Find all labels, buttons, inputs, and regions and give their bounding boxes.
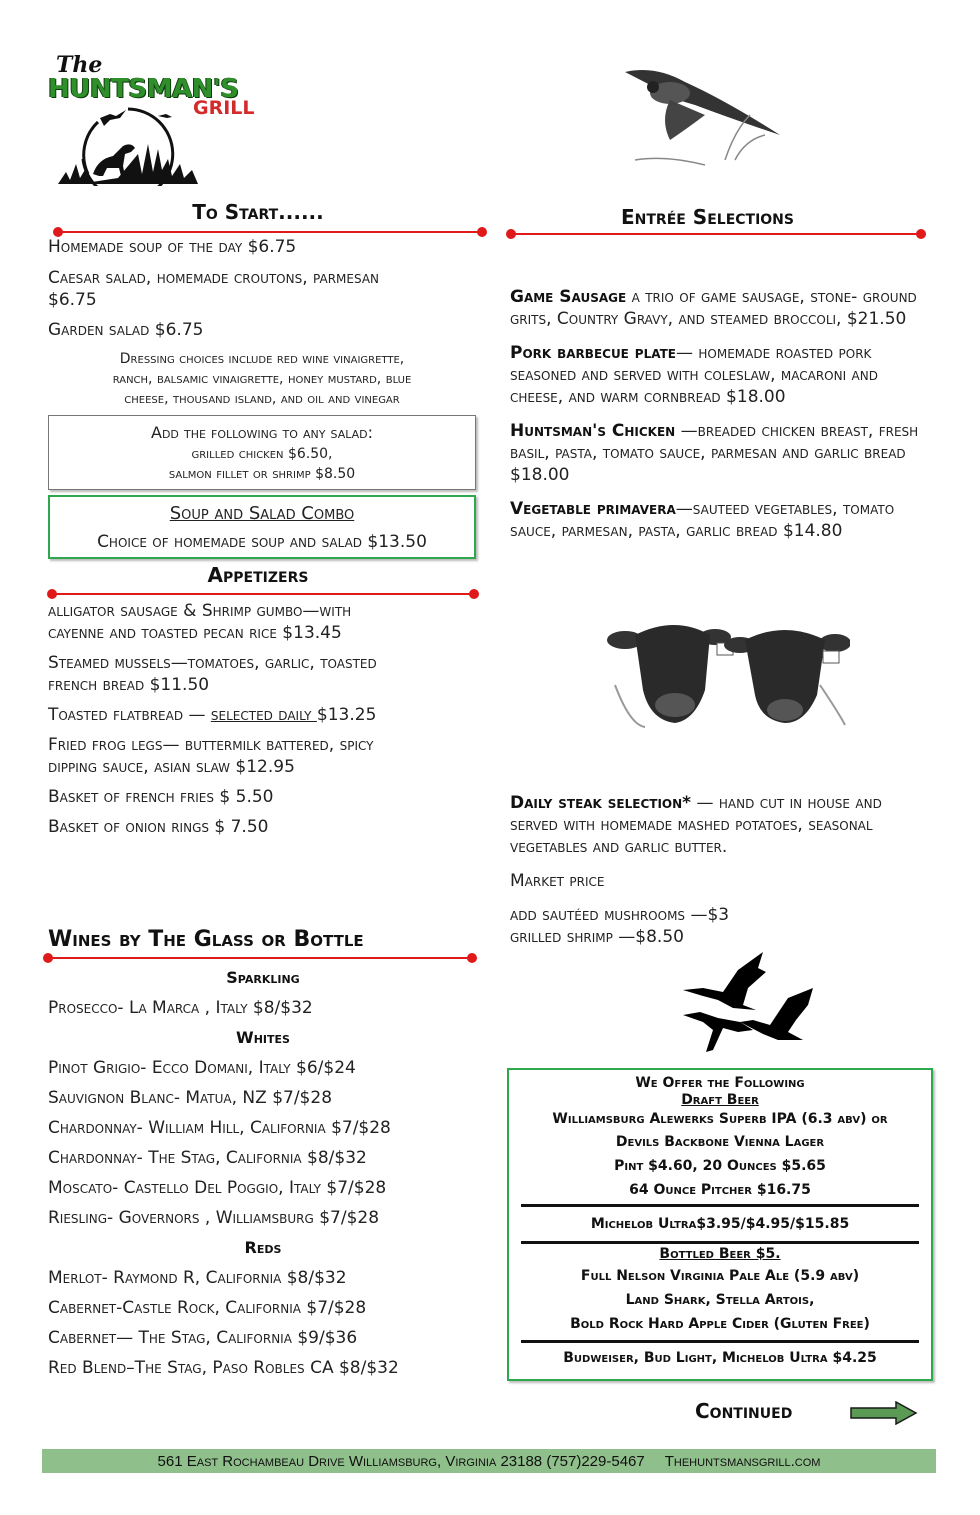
wine-item: Chardonnay- William Hill, California $7/$28	[48, 1118, 391, 1138]
bottled-beer-line: Land Shark, Stella Artois,	[625, 1292, 815, 1308]
draft-beer-line: 64 Ounce Pitcher $16.75	[629, 1182, 811, 1198]
entrees-rule	[511, 233, 921, 235]
wines-title: Wines by The Glass or Bottle	[48, 927, 364, 952]
combo-text: Choice of homemade soup and salad $13.50	[97, 532, 427, 552]
footer-address: 561 East Rochambeau Drive Williamsburg, Virginia 23188 (757)229-5467	[157, 1452, 645, 1470]
market-price: Market price	[510, 871, 605, 891]
appetizers-title: Appetizers	[207, 563, 309, 587]
beer-box	[507, 1068, 933, 1381]
beer-header: We Offer the Following	[635, 1075, 805, 1091]
appetizer-onion-rings: Basket of onion rings $ 7.50	[48, 817, 269, 837]
wine-item: Riesling- Governors , Williamsburg $7/$28	[48, 1208, 380, 1228]
wine-item: Red Blend–The Stag, Paso Robles CA $8/$32	[48, 1358, 399, 1378]
to-start-rule	[58, 231, 482, 233]
entree-pork-barbecue: Pork barbecue plate— homemade roasted pork seasoned and served with coleslaw, macaroni and cheese, and warm cornbread $18.00	[510, 343, 878, 407]
wine-category-whites: Whites	[236, 1028, 290, 1047]
steak-section	[510, 792, 935, 948]
arrow-right-icon[interactable]	[850, 1401, 918, 1425]
combo-title: Soup and Salad Combo	[169, 503, 355, 524]
entrees-title: Entrée Selections	[621, 205, 794, 229]
entree-game-sausage: Game Sausage a trio of game sausage, stone- ground grits, Country Gravy, and steamed broccoli, $21.50	[510, 287, 917, 329]
appetizer-list	[48, 600, 488, 838]
entree-list	[510, 286, 935, 542]
wine-item: Cabernet-Castle Rock, California $7/$28	[48, 1298, 367, 1318]
menu-item-soup: Homemade soup of the day $6.75	[48, 237, 297, 257]
restaurant-logo	[48, 52, 263, 187]
wine-category-reds: Reds	[244, 1238, 282, 1257]
wine-item: Prosecco- La Marca , Italy $8/$32	[48, 998, 313, 1018]
steak-addon: grilled shrimp —$8.50	[510, 927, 684, 947]
michelob-draft: Michelob Ultra$3.95/$4.95/$15.85	[590, 1216, 850, 1232]
draft-beer-line: Pint $4.60, 20 Ounces $5.65	[614, 1158, 826, 1174]
addons-title: Add the following to any salad:	[151, 423, 373, 442]
wine-item: Merlot- Raymond R, California $8/$32	[48, 1268, 347, 1288]
entree-vegetable-primavera: Vegetable primavera—sauteed vegetables, tomato sauce, parmesan, pasta, garlic bread $14.80	[510, 499, 895, 541]
pheasant-illustration	[615, 60, 785, 175]
wine-item: Sauvignon Blanc- Matua, NZ $7/$28	[48, 1088, 333, 1108]
continued-label[interactable]: Continued	[695, 1399, 793, 1423]
to-start-title: To Start......	[192, 200, 324, 224]
cattle-illustration	[605, 615, 850, 735]
dog-and-duck-icon	[58, 104, 198, 186]
draft-beer-line: Devils Backbone Vienna Lager	[615, 1134, 825, 1150]
geese-silhouette-icon	[678, 950, 813, 1055]
bottled-beer-line: Bold Rock Hard Apple Cider (Gluten Free)	[570, 1316, 870, 1332]
wine-item: Chardonnay- The Stag, California $8/$32	[48, 1148, 367, 1168]
wines-rule	[48, 957, 472, 959]
wine-item: Moscato- Castello Del Poggio, Italy $7/$28	[48, 1178, 387, 1198]
addons-line1: grilled chicken $6.50,	[191, 446, 333, 462]
appetizer-flatbread: Toasted flatbread — selected daily $13.25	[48, 705, 377, 725]
logo-the: The	[56, 52, 103, 78]
menu-item-garden: Garden salad $6.75	[48, 320, 204, 340]
footer-website[interactable]: Thehuntsmansgrill.com	[664, 1452, 821, 1470]
draft-beer-label: Draft Beer	[681, 1092, 759, 1108]
wine-item: Cabernet— The Stag, California $9/$36	[48, 1328, 358, 1348]
domestic-beer: Budweiser, Bud Light, Michelob Ultra $4.25	[563, 1350, 877, 1366]
bottled-beer-label: Bottled Beer $5.	[659, 1246, 781, 1262]
salad-addons-box	[48, 415, 476, 490]
soup-salad-combo-box	[48, 495, 476, 559]
wine-category-sparkling: Sparkling	[226, 968, 300, 987]
appetizer-frog-legs: Fried frog legs— buttermilk battered, spicy dipping sauce, asian slaw $12.95	[48, 735, 374, 777]
entree-daily-steak: Daily steak selection* — hand cut in house and served with homemade mashed potatoes, seasonal vegetables and garlic butter.	[510, 793, 882, 857]
bottled-beer-line: Full Nelson Virginia Pale Ale (5.9 abv)	[580, 1268, 860, 1284]
dressing-choices: Dressing choices include red wine vinaigrette, ranch, balsamic vinaigrette, honey mustard, blue cheese, thousand island, and oil and vinegar	[112, 351, 412, 407]
menu-item-caesar-price: $6.75	[48, 290, 97, 310]
addons-line2: salmon fillet or shrimp $8.50	[168, 466, 356, 482]
appetizer-fries: Basket of french fries $ 5.50	[48, 787, 274, 807]
draft-beer-line: Williamsburg Alewerks Superb IPA (6.3 abv) or	[552, 1111, 888, 1127]
wine-list	[48, 963, 478, 1383]
logo-huntsmans: HUNTSMAN'S	[48, 74, 239, 104]
menu-item-caesar: Caesar salad, homemade croutons, parmesan	[48, 268, 380, 288]
appetizer-gumbo: alligator sausage & Shrimp gumbo—with cayenne and toasted pecan rice $13.45	[48, 601, 352, 643]
steak-addon: add sautéed mushrooms —$3	[510, 905, 730, 925]
footer-bar	[42, 1449, 936, 1473]
wine-item: Pinot Grigio- Ecco Domani, Italy $6/$24	[48, 1058, 356, 1078]
appetizer-mussels: Steamed mussels—tomatoes, garlic, toasted french bread $11.50	[48, 653, 377, 695]
entree-huntsmans-chicken: Huntsman's Chicken —breaded chicken breast, fresh basil, pasta, tomato sauce, parmesan and garlic bread $18.00	[510, 421, 919, 485]
appetizers-rule	[52, 593, 474, 595]
logo-grill: GRILL	[193, 97, 255, 119]
